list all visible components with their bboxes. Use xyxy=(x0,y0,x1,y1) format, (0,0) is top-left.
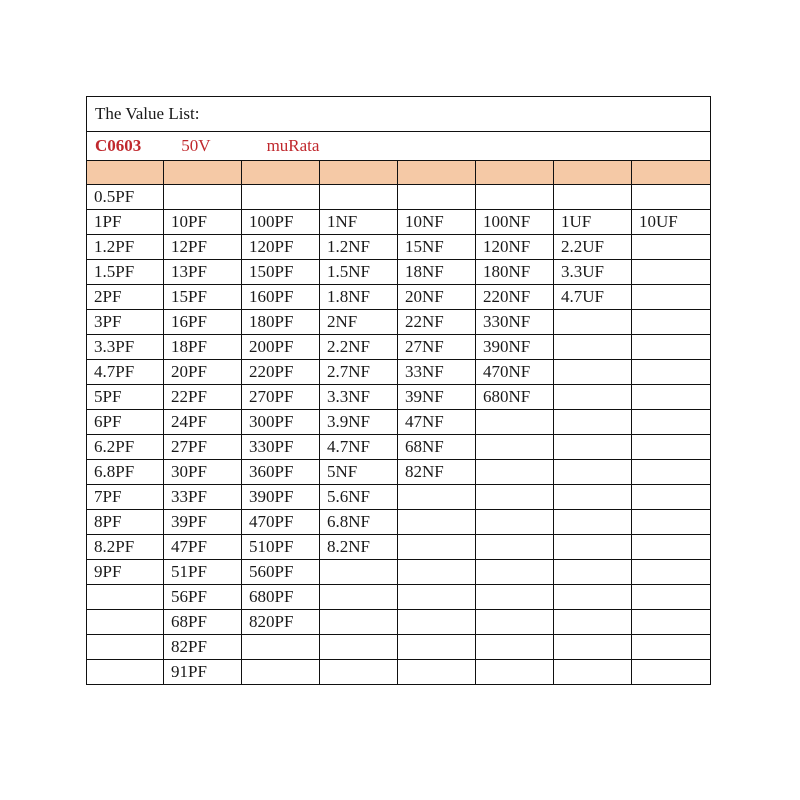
value-cell: 10UF xyxy=(632,210,711,235)
value-cell xyxy=(398,560,476,585)
value-cell xyxy=(632,335,711,360)
value-cell xyxy=(320,560,398,585)
value-cell: 10PF xyxy=(164,210,242,235)
value-cell: 20PF xyxy=(164,360,242,385)
value-cell: 6.2PF xyxy=(87,435,164,460)
value-cell: 6.8PF xyxy=(87,460,164,485)
value-cell xyxy=(554,410,632,435)
value-cell: 120NF xyxy=(476,235,554,260)
value-cell xyxy=(320,610,398,635)
title-row xyxy=(87,97,711,132)
table-row xyxy=(87,610,711,635)
value-cell xyxy=(398,510,476,535)
value-cell xyxy=(632,235,711,260)
value-cell: 4.7NF xyxy=(320,435,398,460)
value-cell: 270PF xyxy=(242,385,320,410)
table-row xyxy=(87,185,711,210)
value-cell xyxy=(554,535,632,560)
header-band-cell xyxy=(87,161,164,185)
value-cell: 82NF xyxy=(398,460,476,485)
value-list-table xyxy=(86,96,711,685)
value-cell: 180PF xyxy=(242,310,320,335)
value-cell xyxy=(398,185,476,210)
value-cell xyxy=(242,185,320,210)
table-row xyxy=(87,310,711,335)
table-row xyxy=(87,410,711,435)
value-cell xyxy=(554,435,632,460)
package-code: C0603 xyxy=(95,136,142,155)
value-cell: 51PF xyxy=(164,560,242,585)
value-cell xyxy=(87,635,164,660)
value-cell xyxy=(476,635,554,660)
value-cell: 33NF xyxy=(398,360,476,385)
value-cell: 820PF xyxy=(242,610,320,635)
value-cell: 10NF xyxy=(398,210,476,235)
value-cell: 9PF xyxy=(87,560,164,585)
value-cell xyxy=(632,435,711,460)
value-cell: 27NF xyxy=(398,335,476,360)
value-cell: 100PF xyxy=(242,210,320,235)
value-cell xyxy=(476,485,554,510)
value-cell: 5NF xyxy=(320,460,398,485)
value-cell: 8.2NF xyxy=(320,535,398,560)
value-cell xyxy=(554,360,632,385)
value-cell: 220PF xyxy=(242,360,320,385)
value-cell xyxy=(632,360,711,385)
value-cell xyxy=(476,560,554,585)
value-cell: 3PF xyxy=(87,310,164,335)
value-cell: 20NF xyxy=(398,285,476,310)
table-row xyxy=(87,435,711,460)
value-cell: 330NF xyxy=(476,310,554,335)
table-row xyxy=(87,535,711,560)
value-cell xyxy=(632,510,711,535)
value-cell: 16PF xyxy=(164,310,242,335)
value-cell: 68NF xyxy=(398,435,476,460)
value-cell: 2.7NF xyxy=(320,360,398,385)
value-cell xyxy=(554,635,632,660)
header-band-cell xyxy=(164,161,242,185)
value-cell xyxy=(632,285,711,310)
value-cell xyxy=(632,410,711,435)
value-cell: 47PF xyxy=(164,535,242,560)
value-cell xyxy=(87,610,164,635)
value-cell xyxy=(554,485,632,510)
value-cell: 22NF xyxy=(398,310,476,335)
value-cell: 3.3PF xyxy=(87,335,164,360)
header-band-cell xyxy=(476,161,554,185)
value-cell: 560PF xyxy=(242,560,320,585)
table-row xyxy=(87,260,711,285)
value-cell: 180NF xyxy=(476,260,554,285)
value-cell: 390NF xyxy=(476,335,554,360)
value-cell xyxy=(632,560,711,585)
table-row xyxy=(87,585,711,610)
table-row xyxy=(87,235,711,260)
value-cell xyxy=(87,660,164,685)
value-cell xyxy=(554,560,632,585)
value-cell: 220NF xyxy=(476,285,554,310)
value-cell xyxy=(632,635,711,660)
value-cell: 160PF xyxy=(242,285,320,310)
value-cell: 82PF xyxy=(164,635,242,660)
value-cell: 8PF xyxy=(87,510,164,535)
value-cell: 8.2PF xyxy=(87,535,164,560)
value-cell xyxy=(398,635,476,660)
value-cell xyxy=(320,585,398,610)
value-cell xyxy=(476,585,554,610)
value-cell xyxy=(398,585,476,610)
value-cell xyxy=(554,185,632,210)
value-cell: 1.8NF xyxy=(320,285,398,310)
value-cell xyxy=(476,535,554,560)
value-cell: 300PF xyxy=(242,410,320,435)
header-band-cell xyxy=(242,161,320,185)
value-cell: 33PF xyxy=(164,485,242,510)
value-cell: 3.3UF xyxy=(554,260,632,285)
value-cell xyxy=(476,660,554,685)
table-row xyxy=(87,635,711,660)
value-cell: 510PF xyxy=(242,535,320,560)
value-cell: 2NF xyxy=(320,310,398,335)
value-cell: 2PF xyxy=(87,285,164,310)
value-cell: 470NF xyxy=(476,360,554,385)
value-cell xyxy=(87,585,164,610)
value-cell: 13PF xyxy=(164,260,242,285)
value-cell: 68PF xyxy=(164,610,242,635)
value-cell xyxy=(632,610,711,635)
value-cell: 56PF xyxy=(164,585,242,610)
value-cell xyxy=(632,185,711,210)
value-cell: 91PF xyxy=(164,660,242,685)
value-cell xyxy=(320,635,398,660)
value-cell: 12PF xyxy=(164,235,242,260)
value-cell xyxy=(632,310,711,335)
table-row xyxy=(87,660,711,685)
value-cell: 360PF xyxy=(242,460,320,485)
table-row xyxy=(87,385,711,410)
value-cell: 39NF xyxy=(398,385,476,410)
value-cell: 150PF xyxy=(242,260,320,285)
table-title: The Value List: xyxy=(87,97,711,132)
value-cell xyxy=(242,660,320,685)
value-cell: 18PF xyxy=(164,335,242,360)
brand-name: muRata xyxy=(266,136,320,155)
value-cell xyxy=(554,510,632,535)
value-cell: 680PF xyxy=(242,585,320,610)
value-cell: 200PF xyxy=(242,335,320,360)
value-cell xyxy=(398,660,476,685)
value-cell: 15NF xyxy=(398,235,476,260)
value-cell xyxy=(320,185,398,210)
value-cell: 7PF xyxy=(87,485,164,510)
value-cell: 2.2NF xyxy=(320,335,398,360)
value-cell xyxy=(632,485,711,510)
value-cell xyxy=(632,260,711,285)
value-cell: 24PF xyxy=(164,410,242,435)
value-cell: 22PF xyxy=(164,385,242,410)
table-row xyxy=(87,210,711,235)
value-cell: 3.9NF xyxy=(320,410,398,435)
value-cell: 47NF xyxy=(398,410,476,435)
value-cell xyxy=(242,635,320,660)
value-cell xyxy=(554,310,632,335)
value-cell: 3.3NF xyxy=(320,385,398,410)
table-row xyxy=(87,360,711,385)
value-cell: 5.6NF xyxy=(320,485,398,510)
header-band-cell xyxy=(398,161,476,185)
value-cell xyxy=(554,660,632,685)
value-cell xyxy=(476,510,554,535)
value-cell: 1.2PF xyxy=(87,235,164,260)
header-band-cell xyxy=(320,161,398,185)
value-cell: 4.7UF xyxy=(554,285,632,310)
value-cell: 1PF xyxy=(87,210,164,235)
table-row xyxy=(87,285,711,310)
value-cell xyxy=(554,385,632,410)
value-cell xyxy=(476,435,554,460)
value-cell: 470PF xyxy=(242,510,320,535)
value-cell: 680NF xyxy=(476,385,554,410)
value-cell: 1.2NF xyxy=(320,235,398,260)
value-cell xyxy=(554,335,632,360)
value-list-sheet xyxy=(86,96,710,685)
value-cell xyxy=(632,460,711,485)
value-cell: 2.2UF xyxy=(554,235,632,260)
header-band-cell xyxy=(632,161,711,185)
spec-row xyxy=(87,132,711,161)
value-cell: 1.5PF xyxy=(87,260,164,285)
value-cell: 30PF xyxy=(164,460,242,485)
value-cell: 6PF xyxy=(87,410,164,435)
value-cell xyxy=(476,460,554,485)
value-cell: 1UF xyxy=(554,210,632,235)
value-cell: 15PF xyxy=(164,285,242,310)
value-cell xyxy=(398,610,476,635)
value-cell xyxy=(476,410,554,435)
value-cell xyxy=(632,660,711,685)
table-row xyxy=(87,560,711,585)
value-cell: 5PF xyxy=(87,385,164,410)
value-cell xyxy=(476,185,554,210)
value-cell: 100NF xyxy=(476,210,554,235)
value-cell xyxy=(554,460,632,485)
value-cell xyxy=(632,385,711,410)
value-cell: 4.7PF xyxy=(87,360,164,385)
value-cell: 6.8NF xyxy=(320,510,398,535)
value-cell xyxy=(632,535,711,560)
spec-cell xyxy=(87,132,711,161)
value-cell: 390PF xyxy=(242,485,320,510)
value-cell xyxy=(164,185,242,210)
value-cell xyxy=(320,660,398,685)
value-cell: 330PF xyxy=(242,435,320,460)
value-cell xyxy=(398,535,476,560)
value-cell xyxy=(476,610,554,635)
value-cell: 39PF xyxy=(164,510,242,535)
value-cell: 0.5PF xyxy=(87,185,164,210)
value-cell xyxy=(398,485,476,510)
header-band-cell xyxy=(554,161,632,185)
table-row xyxy=(87,485,711,510)
voltage-rating: 50V xyxy=(181,136,211,155)
value-cell xyxy=(554,610,632,635)
table-row xyxy=(87,335,711,360)
value-cell xyxy=(632,585,711,610)
header-band-row xyxy=(87,161,711,185)
table-row xyxy=(87,510,711,535)
table-row xyxy=(87,460,711,485)
value-cell: 1NF xyxy=(320,210,398,235)
value-cell xyxy=(554,585,632,610)
value-cell: 1.5NF xyxy=(320,260,398,285)
value-cell: 120PF xyxy=(242,235,320,260)
value-cell: 18NF xyxy=(398,260,476,285)
value-cell: 27PF xyxy=(164,435,242,460)
